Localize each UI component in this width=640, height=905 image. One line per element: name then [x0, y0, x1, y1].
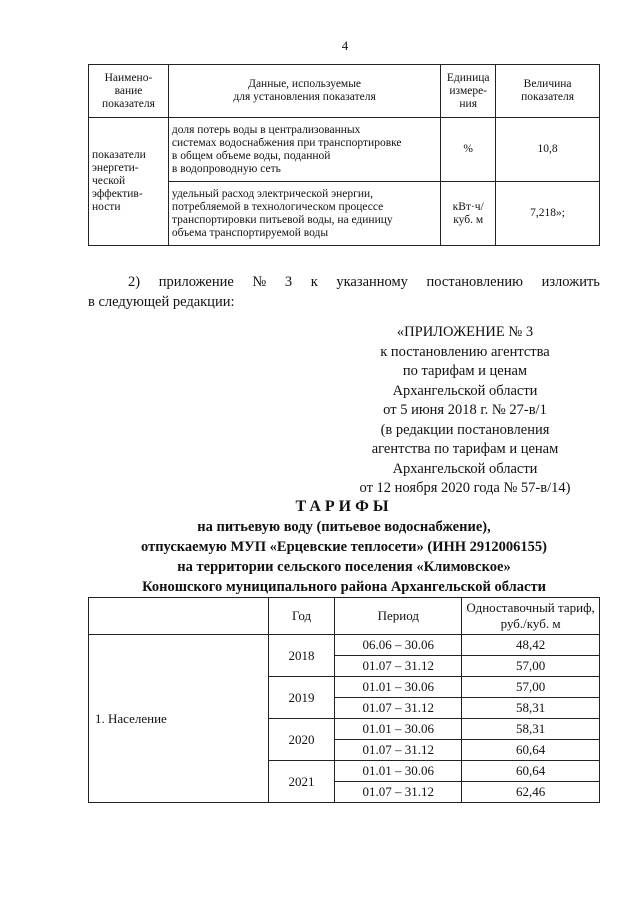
- desc-line: удельный расход электрической энергии,: [171, 187, 374, 200]
- tariffs-title: [88, 497, 600, 597]
- indicator-table: [88, 64, 600, 246]
- desc-line: объема транспортируемой воды: [171, 226, 329, 239]
- tariffs-title-line: на питьевую воду (питьевое водоснабжение),: [197, 519, 491, 535]
- group-label: [89, 118, 169, 246]
- tariffs-heading: ТАРИФЫ: [295, 498, 393, 515]
- tariffs-title-line: на территории сельского поселения «Климовское»: [177, 559, 511, 575]
- header-period: Период: [335, 598, 462, 635]
- desc-line: системах водоснабжения при транспортировке: [171, 136, 402, 149]
- appendix-line: агентства по тарифам и ценам: [371, 441, 559, 457]
- appendix-line: к постановлению агентства: [380, 343, 550, 360]
- row-unit: [441, 182, 496, 246]
- header-line: Единица: [446, 71, 490, 84]
- group-label-line: ности: [92, 201, 121, 213]
- period-cell: 01.07 – 31.12: [335, 782, 462, 803]
- tariff-cell: 62,46: [462, 782, 600, 803]
- desc-line: потребляемой в технологическом процессе: [171, 200, 384, 213]
- appendix-line: Архангельской области: [392, 382, 538, 399]
- tariff-cell: 57,00: [462, 677, 600, 698]
- header-consumer: [89, 598, 269, 635]
- header-line: Данные, используемые: [248, 78, 362, 90]
- group-label-line: показатели: [92, 149, 146, 161]
- tariff-cell: 58,31: [462, 698, 600, 719]
- header-line: показателя: [521, 91, 575, 103]
- group-label-line: энергети-: [92, 162, 139, 174]
- year-cell: 2018: [268, 635, 335, 677]
- tariff-table-header: [89, 598, 600, 635]
- paragraph-line-1: [88, 272, 600, 292]
- paragraph-line-2: в следующей редакции:: [88, 294, 235, 310]
- header-line: для установления показателя: [233, 91, 376, 103]
- row-description: [168, 118, 440, 182]
- paragraph-word: №: [252, 274, 267, 290]
- header-value: [496, 65, 600, 118]
- year-cell: 2019: [268, 677, 335, 719]
- header-line: Одноставочный тариф,: [466, 600, 595, 615]
- group-label-line: эффектив-: [92, 188, 143, 200]
- paragraph-word: указанному: [336, 274, 408, 290]
- appendix-line: от 12 ноября 2020 года № 57-в/14): [359, 480, 571, 496]
- header-tariff: [462, 598, 600, 635]
- unit-line: куб. м: [453, 213, 484, 226]
- tariff-cell: 48,42: [462, 635, 600, 656]
- table-row: [89, 118, 600, 182]
- paragraph-word: постановлению: [426, 274, 523, 290]
- appendix-line: Архангельской области: [392, 460, 538, 477]
- paragraph-word: изложить: [541, 274, 600, 290]
- header-line: Величина: [523, 78, 572, 90]
- tariff-cell: 57,00: [462, 656, 600, 677]
- header-line: измере-: [449, 84, 488, 97]
- appendix-block: [330, 323, 600, 499]
- row-description: [168, 182, 440, 246]
- unit-line: %: [463, 143, 473, 155]
- row-value: 7,218»;: [496, 182, 600, 246]
- tariff-cell: 58,31: [462, 719, 600, 740]
- header-year: Год: [268, 598, 335, 635]
- paragraph-word: 2): [128, 274, 141, 290]
- appendix-line: от 5 июня 2018 г. № 27-в/1: [383, 402, 547, 418]
- appendix-line: (в редакции постановления: [380, 421, 550, 438]
- header-indicator-name: [89, 65, 169, 118]
- header-line: ния: [459, 97, 478, 110]
- consumer-group: 1. Население: [89, 635, 269, 803]
- period-cell: 01.01 – 30.06: [335, 761, 462, 782]
- header-line: Наимено-: [104, 71, 153, 84]
- tariff-cell: 60,64: [462, 761, 600, 782]
- desc-line: в общем объеме воды, поданной: [171, 149, 331, 162]
- period-cell: 01.01 – 30.06: [335, 719, 462, 740]
- page-number: 4: [341, 38, 349, 53]
- year-cell: 2021: [268, 761, 335, 803]
- desc-line: доля потерь воды в централизованных: [171, 123, 361, 136]
- period-cell: 01.07 – 31.12: [335, 698, 462, 719]
- header-line: вание: [114, 84, 143, 97]
- group-label-line: ческой: [92, 175, 126, 187]
- appendix-line: «ПРИЛОЖЕНИЕ № 3: [396, 324, 534, 340]
- appendix-line: по тарифам и ценам: [402, 363, 528, 379]
- header-line: показателя: [101, 97, 155, 110]
- paragraph-word: к: [310, 274, 318, 290]
- header-data-used: [168, 65, 440, 118]
- year-cell: 2020: [268, 719, 335, 761]
- tariffs-title-line: отпускаемую МУП «Ерцевские теплосети» (ИНН 2912006155): [141, 539, 547, 555]
- desc-line: транспортировки питьевой воды, на единицу: [171, 213, 393, 226]
- tariffs-title-line: Коношского муниципального района Архангельской области: [142, 579, 546, 595]
- period-cell: 01.07 – 31.12: [335, 740, 462, 761]
- table-row: [89, 635, 600, 656]
- header-line: руб./куб. м: [500, 616, 561, 631]
- period-cell: 01.01 – 30.06: [335, 677, 462, 698]
- paragraph-word: приложение: [158, 274, 234, 290]
- indicator-table-header: [89, 65, 600, 118]
- period-cell: 06.06 – 30.06: [335, 635, 462, 656]
- paragraph-word: 3: [284, 274, 293, 290]
- row-unit: [441, 118, 496, 182]
- desc-line: в водопроводную сеть: [171, 162, 281, 175]
- row-value: 10,8: [496, 118, 600, 182]
- header-unit: [441, 65, 496, 118]
- unit-line: кВт·ч/: [452, 200, 484, 213]
- tariff-table: [88, 597, 600, 803]
- tariff-cell: 60,64: [462, 740, 600, 761]
- period-cell: 01.07 – 31.12: [335, 656, 462, 677]
- amendment-paragraph: [88, 272, 600, 312]
